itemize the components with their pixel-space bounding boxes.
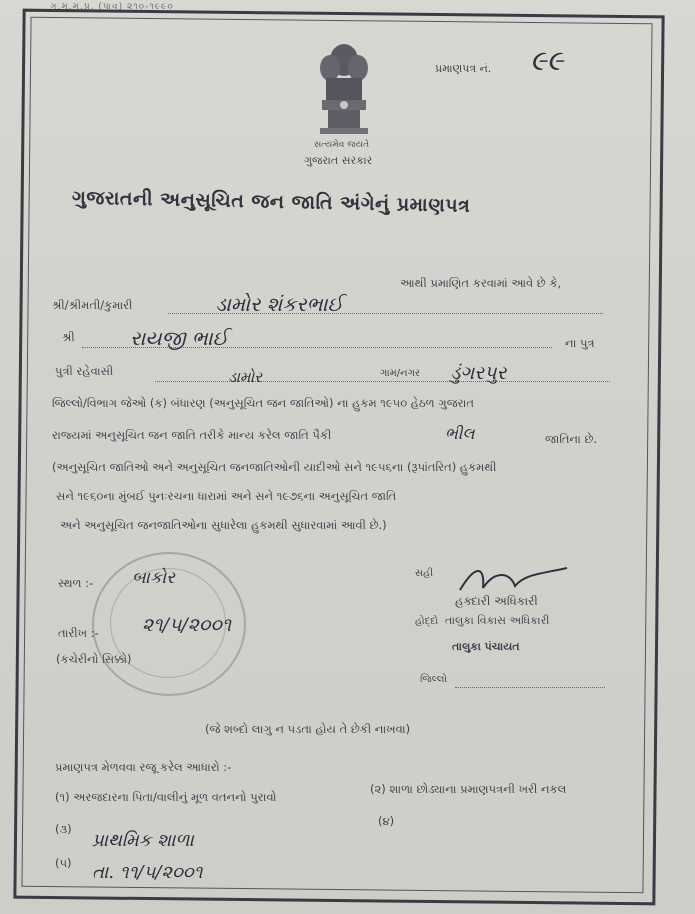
document-5-handwritten-line-1: પ્રાથમિક શાળા	[92, 830, 194, 851]
document-5-handwritten-line-2: તા. ૧૧/૫/૨૦૦૧	[92, 862, 203, 883]
village-value: ડુંગરપુર	[450, 362, 507, 384]
designation-label: હોદ્દો	[415, 616, 439, 627]
body-line-2a: રાજ્યમાં અનુસૂચિત જન જાતિ તરીકે માન્ય કરેલ જાતિ પૈકી	[52, 428, 332, 442]
name-value: ડામોર શંકરભાઈ	[215, 292, 343, 316]
body-line-2b: જાતિના છે.	[545, 432, 598, 446]
document-1: (૧) અરજદારના પિતા/વાલીનું મૂળ વતનનો પુરાવો	[55, 790, 277, 804]
place-value: બાકોર	[132, 568, 175, 588]
top-strip-text: ગ.મ.મ.પ્ર. (પાવ) ૨૧૦-૧૯૯૦	[50, 2, 174, 12]
father-label: શ્રી	[62, 330, 75, 344]
resident-value: ડામોર	[228, 368, 263, 386]
body-line-1: જિલ્લો/વિભાગ જેઓ (ક) બંધારણ (અનુસૂચિત જન જાતિઓ) ના હુકમ ૧૯૫૦ હેઠળ ગુજરાત	[52, 396, 474, 410]
father-value: રાયજી ભાઈ	[130, 326, 229, 350]
emblem-of-india-icon	[308, 38, 380, 138]
resident-label: પુત્રી રહેવાસી	[55, 364, 114, 378]
document-title: ગુજરાતની અનુસૂચિત જન જાતિ અંગેનું પ્રમાણપત્ર	[71, 186, 471, 217]
district-label: જિલ્લો	[420, 674, 447, 685]
intro-text: આથી પ્રમાણિત કરવામાં આવે છે કે,	[400, 276, 562, 290]
son-label: ના પુત્ર	[565, 336, 595, 350]
designation-value: તાલુકા વિકાસ અધિકારી	[445, 614, 550, 627]
resident-dotted-line	[155, 380, 610, 382]
caste-value: ભીલ	[445, 424, 475, 443]
office-seal-label: (કચેરીનો સિક્કો)	[56, 652, 132, 666]
emblem-motto: સત્યમેવ જયતે	[314, 140, 370, 150]
strike-note: (જે શબ્દો લાગુ ન પડતા હોય તે છેકી નાખવા)	[205, 722, 411, 736]
place-label: સ્થળ :-	[58, 576, 94, 590]
document-2: (૨) શાળા છોડ્યાના પ્રમાણપત્રની ખરી નકલ	[370, 782, 567, 796]
date-label: તારીખ :-	[58, 626, 99, 640]
documents-heading: પ્રમાણપત્ર મેળવવા રજૂ કરેલ આધારો :-	[55, 760, 232, 774]
village-label: ગામ/નગર	[380, 368, 421, 379]
certificate-number-value: ૯૯	[530, 44, 564, 77]
body-line-4: સને ૧૯૬૦ના મુંબઈ પુનઃરચના ધારામાં અને સને ૧૯૭૬ના અનુસૂચિત જાતિ	[56, 489, 397, 503]
document-5: (૫)	[55, 856, 72, 870]
date-value: ૨૧/૫/૨૦૦૧	[142, 614, 232, 636]
government-name: ગુજરાત સરકાર	[304, 154, 373, 167]
certificate-number-label: પ્રમાણપત્ર નં.	[435, 62, 492, 75]
taluka-value: તાલુકા પંચાયત	[452, 640, 520, 653]
body-line-5: અને અનુસૂચિત જનજાતિઓના સુધારેલા હુકમથી સુધારવામાં આવી છે.)	[60, 518, 387, 532]
document-3: (૩)	[55, 822, 72, 836]
district-dotted-line	[455, 686, 605, 688]
document-4: (૪)	[378, 814, 395, 828]
sign-label: સહી	[415, 568, 434, 579]
body-line-3: (અનુસૂચિત જાતિઓ અને અનુસૂચિત જનજાતિઓની યાદીઓ સને ૧૯૫૬ના (રૂપાંતરિત) હુકમથી	[52, 460, 497, 474]
officer-title: હક્દારી અધિકારી	[455, 594, 538, 608]
name-label: શ્રી/શ્રીમતી/કુમારી	[52, 298, 133, 312]
